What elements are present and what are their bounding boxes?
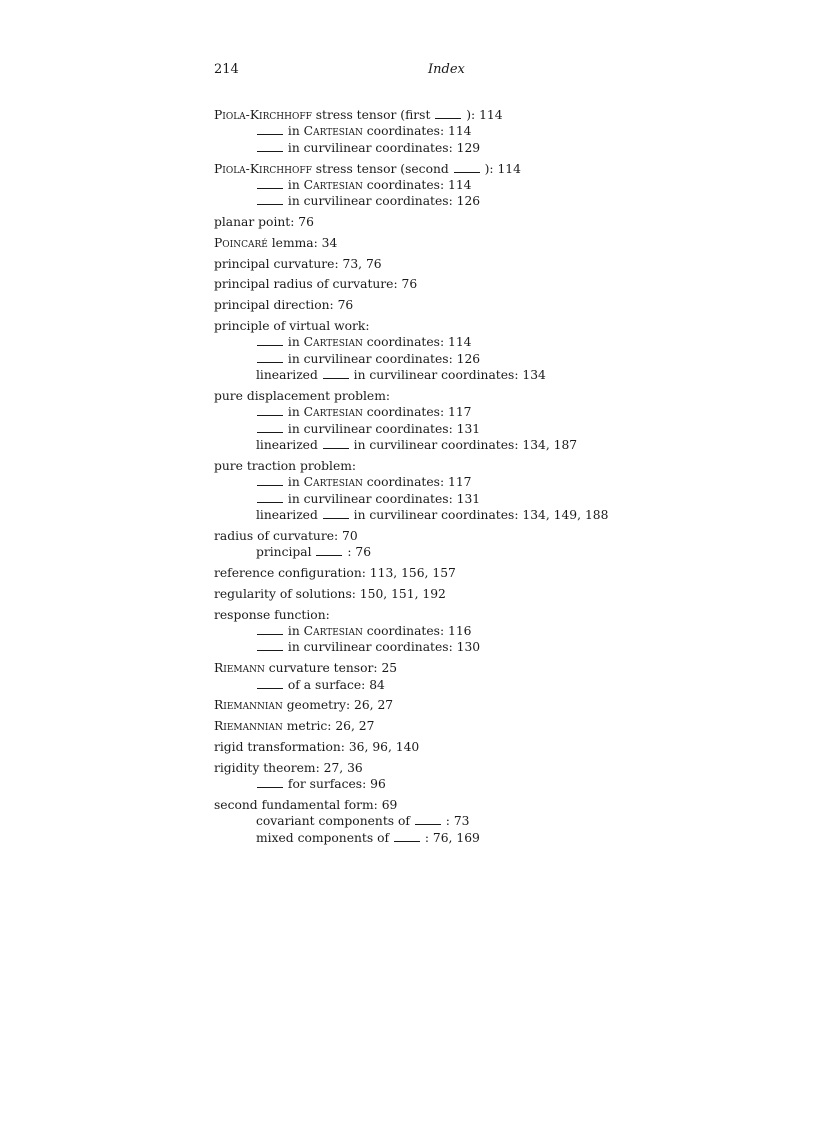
subterm-text: in [284, 475, 304, 490]
subterm-text: in curvilinear coordinates: 126 [284, 194, 481, 209]
page-number: 214 [214, 62, 239, 77]
subterm-lead: linearized [256, 508, 322, 523]
subterm-lead: linearized [256, 438, 322, 453]
index-term [214, 458, 614, 474]
index-term [214, 107, 614, 123]
index-subterm [214, 404, 614, 420]
index-term [214, 214, 614, 230]
blank-rule [257, 422, 283, 433]
index-subterm [214, 193, 614, 209]
index-term [214, 760, 614, 776]
subterm-pages: coordinates: 114 [362, 124, 472, 139]
term-text: principal radius of curvature: 76 [214, 277, 418, 292]
index-term [214, 235, 614, 251]
term-text: second fundamental form: 69 [214, 797, 398, 812]
blank-rule [257, 352, 283, 363]
index-subterm [214, 334, 614, 350]
index-subterm [214, 367, 614, 383]
subterm-text: : 76 [343, 545, 372, 560]
index-subterm [214, 639, 614, 655]
blank-rule [257, 405, 283, 416]
term-text: lemma: 34 [267, 235, 338, 250]
subterm-lead: linearized [256, 368, 322, 383]
index-entry [214, 739, 614, 755]
blank-rule [316, 545, 342, 556]
subterm-name-smallcaps: Cartesian [303, 624, 363, 639]
subterm-pages: coordinates: 116 [362, 624, 472, 639]
subterm-name-smallcaps: Cartesian [303, 475, 363, 490]
subterm-text: in curvilinear coordinates: 126 [284, 351, 481, 366]
index-entry [214, 256, 614, 272]
blank-rule [257, 124, 283, 135]
index-subterm [214, 140, 614, 156]
term-text: geometry: 26, 27 [282, 698, 394, 713]
index-subterm [214, 351, 614, 367]
term-text: response function: [214, 607, 330, 622]
index-entry [214, 161, 614, 210]
index-term [214, 276, 614, 292]
index-term [214, 256, 614, 272]
index-term [214, 586, 614, 602]
index-subterm [214, 123, 614, 139]
term-text: principal direction: 76 [214, 298, 354, 313]
index-subterm [214, 830, 614, 846]
term-name-smallcaps: Piola-Kirchhoff [214, 161, 312, 176]
subterm-text: in curvilinear coordinates: 134 [349, 368, 546, 383]
index-term [214, 528, 614, 544]
subterm-text: of a surface: 84 [284, 677, 385, 692]
blank-rule [257, 475, 283, 486]
term-name-smallcaps: Piola-Kirchhoff [214, 108, 312, 122]
index-entry [214, 107, 614, 156]
index-term [214, 607, 614, 623]
subterm-text: : 73 [441, 814, 470, 829]
index-subterm [214, 623, 614, 639]
term-text: pure traction problem: [214, 458, 357, 473]
index-subterm [214, 177, 614, 193]
term-name-smallcaps: Riemannian [214, 719, 283, 734]
subterm-name-smallcaps: Cartesian [303, 177, 363, 192]
index-entry [214, 388, 614, 454]
subterm-text: in [284, 335, 304, 350]
subterm-text: for surfaces: 96 [284, 777, 386, 792]
term-text: pure displacement problem: [214, 388, 391, 403]
index-subterm [214, 813, 614, 829]
term-pages: ): 114 [480, 161, 521, 176]
index-entry [214, 276, 614, 292]
term-text: planar point: 76 [214, 215, 314, 230]
blank-rule [257, 624, 283, 635]
subterm-pages: coordinates: 117 [362, 405, 472, 420]
index-term [214, 660, 614, 676]
term-text: stress tensor (second [311, 161, 453, 176]
blank-rule [257, 777, 283, 788]
index-term [214, 739, 614, 755]
index-term [214, 718, 614, 734]
term-text: regularity of solutions: 150, 151, 192 [214, 586, 446, 601]
index-entry [214, 660, 614, 693]
index-subterm [214, 507, 614, 523]
index-entry [214, 586, 614, 602]
term-text: curvature tensor: 25 [264, 661, 398, 676]
index-subterm [214, 474, 614, 490]
index-entry [214, 760, 614, 793]
term-text: rigidity theorem: 27, 36 [214, 760, 363, 775]
index-entry [214, 697, 614, 713]
index-term [214, 161, 614, 177]
index-subterm [214, 544, 614, 560]
subterm-text: in curvilinear coordinates: 131 [284, 421, 481, 436]
blank-rule [323, 438, 349, 449]
blank-rule [454, 162, 480, 173]
index-entry [214, 607, 614, 656]
term-text: rigid transformation: 36, 96, 140 [214, 739, 420, 754]
index-list [214, 107, 614, 850]
term-text: metric: 26, 27 [282, 719, 375, 734]
subterm-name-smallcaps: Cartesian [303, 405, 363, 420]
index-entry [214, 297, 614, 313]
subterm-text: in curvilinear coordinates: 129 [284, 140, 481, 155]
term-text: principal curvature: 73, 76 [214, 256, 382, 271]
blank-rule [435, 108, 461, 119]
subterm-lead: mixed components of [256, 830, 393, 845]
subterm-pages: coordinates: 117 [362, 475, 472, 490]
index-term [214, 297, 614, 313]
blank-rule [257, 141, 283, 152]
index-subterm [214, 776, 614, 792]
term-text: principle of virtual work: [214, 319, 370, 334]
term-name-smallcaps: Riemann [214, 661, 265, 676]
subterm-name-smallcaps: Cartesian [303, 124, 363, 139]
subterm-text: in curvilinear coordinates: 134, 187 [349, 438, 578, 453]
subterm-lead: covariant components of [256, 814, 414, 829]
blank-rule [257, 492, 283, 503]
index-entry [214, 235, 614, 251]
blank-rule [257, 678, 283, 689]
index-term [214, 318, 614, 334]
subterm-text: : 76, 169 [420, 830, 480, 845]
subterm-text: in curvilinear coordinates: 130 [284, 640, 481, 655]
term-text: radius of curvature: 70 [214, 528, 358, 543]
index-term [214, 797, 614, 813]
page-header [214, 62, 614, 80]
blank-rule [323, 368, 349, 379]
term-name-smallcaps: Poincaré [214, 235, 268, 250]
index-entry [214, 458, 614, 524]
blank-rule [257, 335, 283, 346]
index-subterm [214, 677, 614, 693]
index-term [214, 697, 614, 713]
term-pages: ): 114 [462, 108, 503, 122]
subterm-text: in [284, 177, 304, 192]
index-entry [214, 214, 614, 230]
blank-rule [257, 640, 283, 651]
subterm-pages: coordinates: 114 [362, 335, 472, 350]
subterm-text: in curvilinear coordinates: 134, 149, 188 [349, 508, 609, 523]
index-entry [214, 318, 614, 384]
subterm-text: in [284, 124, 304, 139]
subterm-text: in [284, 624, 304, 639]
index-subterm [214, 491, 614, 507]
index-term [214, 388, 614, 404]
blank-rule [415, 814, 441, 825]
index-subterm [214, 421, 614, 437]
subterm-pages: coordinates: 114 [362, 177, 472, 192]
index-term [214, 565, 614, 581]
subterm-text: in [284, 405, 304, 420]
running-head: Index [428, 62, 465, 77]
blank-rule [394, 831, 420, 842]
subterm-name-smallcaps: Cartesian [303, 335, 363, 350]
blank-rule [257, 194, 283, 205]
subterm-lead: principal [256, 545, 316, 560]
index-entry [214, 565, 614, 581]
term-text: stress tensor (first [311, 108, 435, 122]
index-entry [214, 797, 614, 846]
index-entry [214, 718, 614, 734]
subterm-text: in curvilinear coordinates: 131 [284, 491, 481, 506]
term-name-smallcaps: Riemannian [214, 698, 283, 713]
index-subterm [214, 437, 614, 453]
term-text: reference configuration: 113, 156, 157 [214, 566, 456, 581]
blank-rule [323, 508, 349, 519]
index-entry [214, 528, 614, 561]
blank-rule [257, 178, 283, 189]
